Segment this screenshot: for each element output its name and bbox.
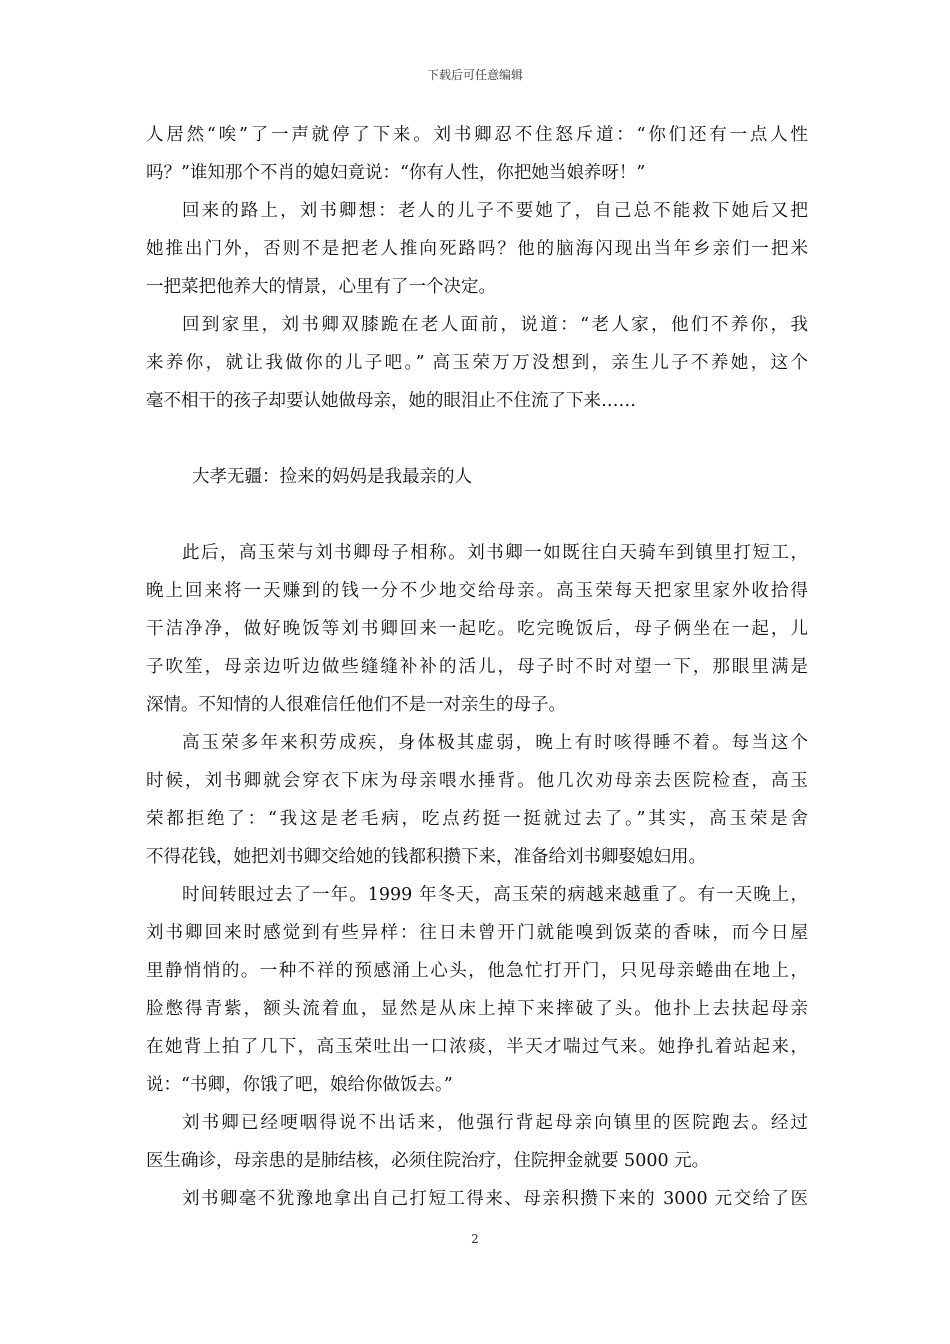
text-line: 刘书卿毫不犹豫地拿出自己打短工得来、母亲积攒下来的 3000 元交给了医 [182,1189,808,1209]
text-line: 子吹笙，母亲边听边做些缝缝补补的活儿，母子时不时对望一下，那眼里满是 [146,657,808,677]
text-line: 在她背上拍了几下，高玉荣吐出一口浓痰，半天才喘过气来。她挣扎着站起来， [146,1037,808,1057]
text-line: 荣都拒绝了：“我这是老毛病，吃点药挺一挺就过去了。”其实，高玉荣是舍 [146,809,808,829]
text-line: 时候，刘书卿就会穿衣下床为母亲喂水捶背。他几次劝母亲去医院检查，高玉 [146,771,808,791]
text-line: 说：“书卿，你饿了吧，娘给你做饭去。” [146,1075,453,1095]
text-line: 来养你，就让我做你的儿子吧。” 高玉荣万万没想到，亲生儿子不养她，这个 [146,353,808,373]
text-line: 刘书卿已经哽咽得说不出话来，他强行背起母亲向镇里的医院跑去。经过 [182,1113,808,1133]
text-line: 不得花钱，她把刘书卿交给她的钱都积攒下来，准备给刘书卿娶媳妇用。 [146,847,706,867]
text-line: 脸憋得青紫，额头流着血，显然是从床上掉下来摔破了头。他扑上去扶起母亲 [146,999,808,1019]
text-line: 深情。不知情的人很难信任他们不是一对亲生的母子。 [146,695,566,715]
page-header: 下载后可任意编辑 [426,68,523,82]
text-line: 高玉荣多年来积劳成疾，身体极其虚弱，晚上有时咳得睡不着。每当这个 [182,733,808,753]
text-line: 回来的路上，刘书卿想：老人的儿子不要她了，自己总不能救下她后又把 [182,201,808,221]
text-line: 人居然“唉”了一声就停了下来。刘书卿忍不住怒斥道：“你们还有一点人性 [146,125,808,145]
text-line: 刘书卿回来时感觉到有些异样：往日未曾开门就能嗅到饭菜的香味，而今日屋 [146,923,808,943]
text-line: 时间转眼过去了一年。1999 年冬天，高玉荣的病越来越重了。有一天晚上， [182,885,808,905]
text-line: 医生确诊，母亲患的是肺结核，必须住院治疗，住院押金就要 5000 元。 [146,1151,710,1171]
text-line: 她推出门外，否则不是把老人推向死路吗？他的脑海闪现出当年乡亲们一把米 [146,239,808,259]
text-line: 此后，高玉荣与刘书卿母子相称。刘书卿一如既往白天骑车到镇里打短工， [182,543,808,563]
blank-line [146,496,808,534]
page-number: 2 [471,1232,479,1246]
text-line: 吗？”谁知那个不肖的媳妇竟说：“你有人性，你把她当娘养呀！” [146,163,646,183]
document-body [146,116,808,1218]
text-line: 一把菜把他养大的情景，心里有了一个决定。 [146,277,496,297]
text-line: 毫不相干的孩子却要认她做母亲，她的眼泪止不住流了下来…… [146,391,636,411]
section-heading: 大孝无疆：捡来的妈妈是我最亲的人 [192,467,472,487]
blank-line [146,420,808,458]
text-line: 干洁净净，做好晚饭等刘书卿回来一起吃。吃完晚饭后，母子俩坐在一起，儿 [146,619,808,639]
text-line: 晚上回来将一天赚到的钱一分不少地交给母亲。高玉荣每天把家里家外收拾得 [146,581,808,601]
text-line: 回到家里，刘书卿双膝跪在老人面前，说道：“老人家，他们不养你，我 [182,315,808,335]
text-line: 里静悄悄的。一种不祥的预感涌上心头，他急忙打开门，只见母亲蜷曲在地上， [146,961,808,981]
